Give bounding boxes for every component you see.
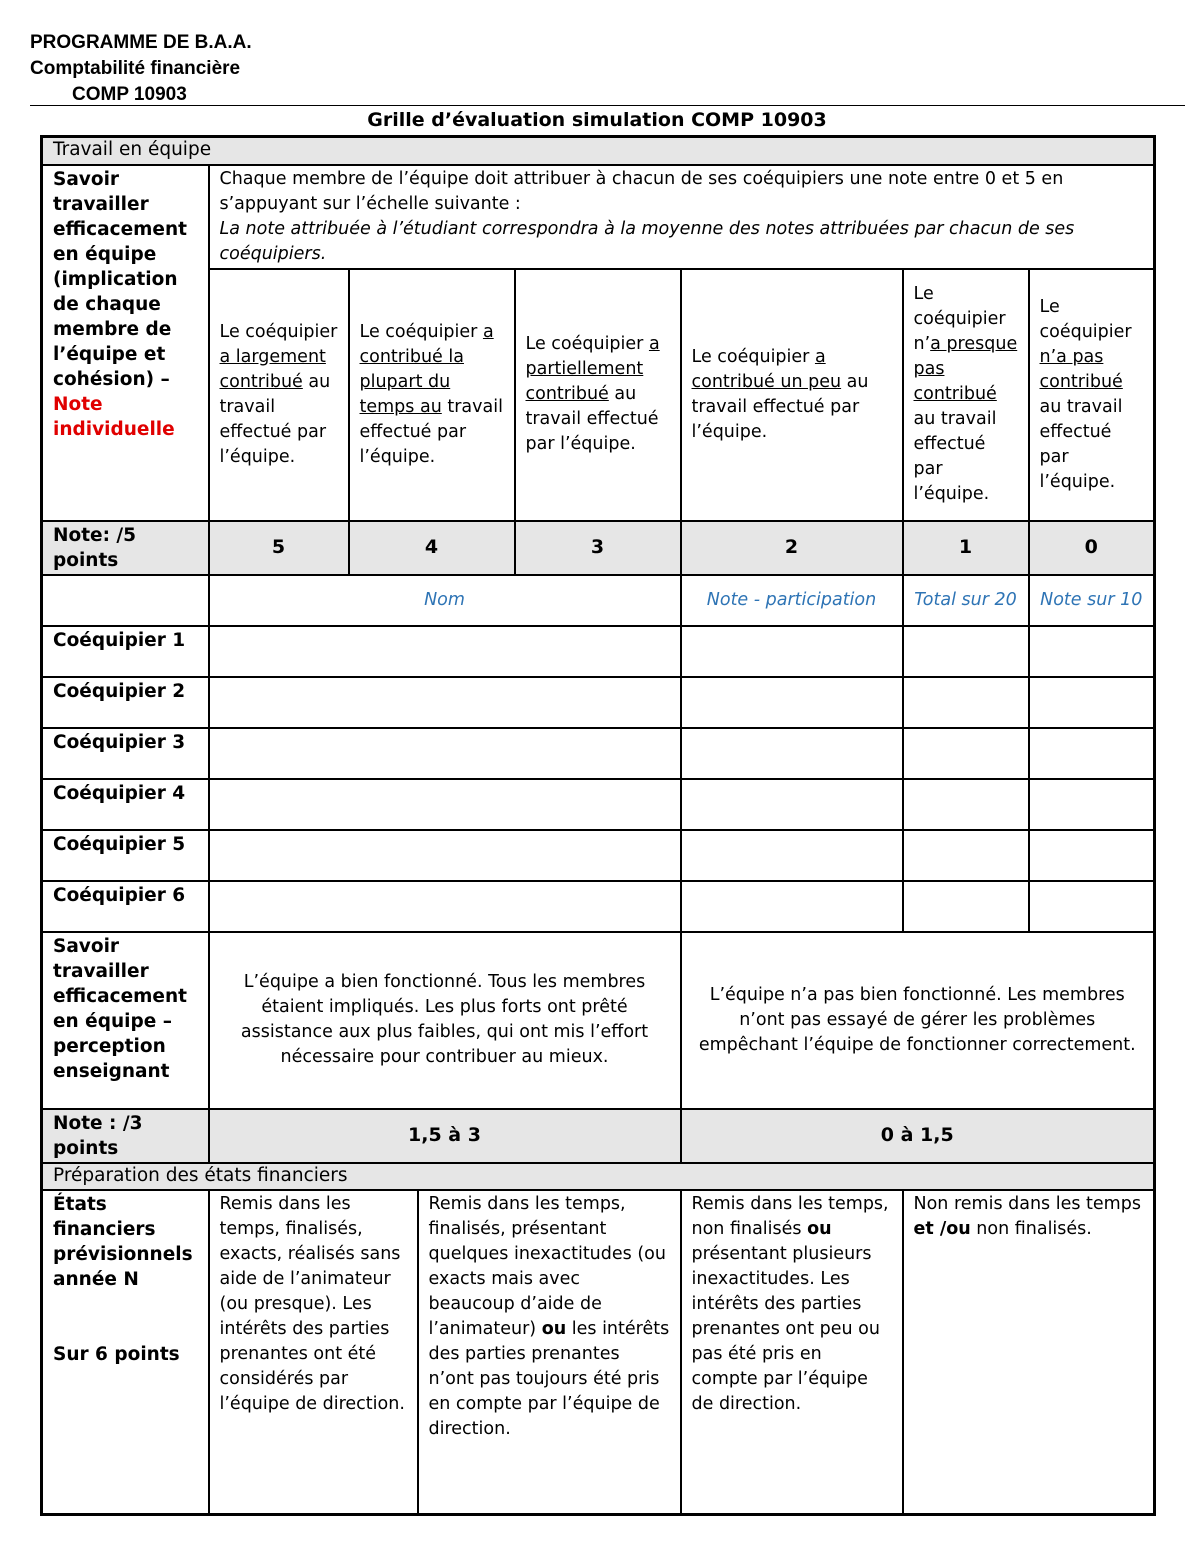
course-code: COMP 10903 xyxy=(72,84,187,105)
participation-cell[interactable] xyxy=(681,830,903,881)
level-3-desc: Le coéquipier a partiellement contribué au travail effectué par l’équipe. xyxy=(515,269,681,521)
page-title: Grille d’évaluation simulation COMP 10903 xyxy=(367,109,827,131)
instructions-italic: La note attribuée à l’étudiant correspondra à la moyenne des notes attribuées par chacun de ses coéquipiers. xyxy=(219,218,1075,264)
evaluation-grid xyxy=(40,135,1156,1516)
financial-level-1: Remis dans les temps, finalisés, exacts, réalisés sans aide de l’animateur (ou presque). Les intérêts des parties prenantes ont été considérés par l’équipe de direction. xyxy=(209,1190,418,1515)
teammate-name-cell[interactable] xyxy=(209,626,681,677)
teacher-score-good: 1,5 à 3 xyxy=(209,1109,681,1163)
teammate-label: Coéquipier 3 xyxy=(42,728,209,779)
teammate-label: Coéquipier 1 xyxy=(42,626,209,677)
financial-label-text: États financiers prévisionnels année N xyxy=(53,1193,193,1290)
program-title: PROGRAMME DE B.A.A. xyxy=(30,32,252,53)
score-0: 0 xyxy=(1029,521,1155,575)
score-5: 5 xyxy=(209,521,349,575)
table-row xyxy=(42,728,1155,779)
participation-cell[interactable] xyxy=(681,728,903,779)
section-heading: Travail en équipe xyxy=(42,137,1155,165)
teammate-label: Coéquipier 2 xyxy=(42,677,209,728)
teammate-name-cell[interactable] xyxy=(209,677,681,728)
score-4: 4 xyxy=(349,521,515,575)
teacher-perception-row xyxy=(42,932,1155,1109)
financial-criterion-label xyxy=(42,1190,209,1515)
note10-column-header: Note sur 10 xyxy=(1029,575,1155,626)
total-cell[interactable] xyxy=(903,881,1029,932)
blank-cell xyxy=(42,575,209,626)
criterion-row xyxy=(42,165,1155,269)
note10-cell[interactable] xyxy=(1029,830,1155,881)
levels-row xyxy=(42,269,1155,521)
teammate-label: Coéquipier 4 xyxy=(42,779,209,830)
note-label: Note: /5 points xyxy=(42,521,209,575)
header-rule xyxy=(30,105,1185,106)
level-5-desc: Le coéquipier a largement contribué au travail effectué par l’équipe. xyxy=(209,269,349,521)
participation-cell[interactable] xyxy=(681,881,903,932)
table-row xyxy=(42,779,1155,830)
note10-cell[interactable] xyxy=(1029,881,1155,932)
instructions xyxy=(209,165,1155,269)
score-1: 1 xyxy=(903,521,1029,575)
teacher-good-desc: L’équipe a bien fonctionné. Tous les membres étaient impliqués. Les plus forts ont prêté assistance aux plus faibles, qui ont mis l’effort nécessaire pour contribuer au mieux. xyxy=(209,932,681,1109)
score-3: 3 xyxy=(515,521,681,575)
teammate-label: Coéquipier 6 xyxy=(42,881,209,932)
financial-criterion-row xyxy=(42,1190,1155,1515)
note10-cell[interactable] xyxy=(1029,728,1155,779)
name-column-header: Nom xyxy=(209,575,681,626)
total-cell[interactable] xyxy=(903,830,1029,881)
teammate-header-row xyxy=(42,575,1155,626)
financial-points: Sur 6 points xyxy=(53,1343,180,1365)
teammate-label: Coéquipier 5 xyxy=(42,830,209,881)
table-row xyxy=(42,881,1155,932)
teacher-score-row xyxy=(42,1109,1155,1163)
level-0-desc: Le coéquipier n’a pas contribué au travail effectué par l’équipe. xyxy=(1029,269,1155,521)
total-cell[interactable] xyxy=(903,677,1029,728)
criterion-text: Savoir travailler efficacement en équipe (implication de chaque membre de l’équipe et cohésion) – xyxy=(53,168,187,390)
table-row xyxy=(42,626,1155,677)
financial-level-3: Remis dans les temps, non finalisés ou présentant plusieurs inexactitudes. Les intérêts des parties prenantes ont peu ou pas été pris en compte par l’équipe de direction. xyxy=(681,1190,903,1515)
participation-cell[interactable] xyxy=(681,779,903,830)
level-4-desc: Le coéquipier a contribué la plupart du temps au travail effectué par l’équipe. xyxy=(349,269,515,521)
note10-cell[interactable] xyxy=(1029,626,1155,677)
teacher-bad-desc: L’équipe n’a pas bien fonctionné. Les membres n’ont pas essayé de gérer les problèmes empêchant l’équipe de fonctionner correctement. xyxy=(681,932,1155,1109)
level-2-desc: Le coéquipier a contribué un peu au travail effectué par l’équipe. xyxy=(681,269,903,521)
level-1-desc: Le coéquipier n’a presque pas contribué au travail effectué par l’équipe. xyxy=(903,269,1029,521)
total-cell[interactable] xyxy=(903,728,1029,779)
teacher-score-bad: 0 à 1,5 xyxy=(681,1109,1155,1163)
teammate-name-cell[interactable] xyxy=(209,830,681,881)
instructions-text: Chaque membre de l’équipe doit attribuer à chacun de ses coéquipiers une note entre 0 et 5 en s’appuyant sur l’échelle suivante : xyxy=(219,168,1064,214)
score-row xyxy=(42,521,1155,575)
criterion-label xyxy=(42,165,209,521)
teammate-name-cell[interactable] xyxy=(209,881,681,932)
teammate-name-cell[interactable] xyxy=(209,779,681,830)
section-financial-header xyxy=(42,1163,1155,1190)
total-cell[interactable] xyxy=(903,626,1029,677)
section-heading: Préparation des états financiers xyxy=(42,1163,1155,1190)
table-row xyxy=(42,830,1155,881)
criterion-note-type: Note individuelle xyxy=(53,393,175,440)
financial-level-4: Non remis dans les temps et /ou non finalisés. xyxy=(903,1190,1155,1515)
teacher-criterion-label: Savoir travailler efficacement en équipe – perception enseignant xyxy=(42,932,209,1109)
table-row xyxy=(42,677,1155,728)
course-name: Comptabilité financière xyxy=(30,58,241,79)
teacher-note-label: Note : /3 points xyxy=(42,1109,209,1163)
total-cell[interactable] xyxy=(903,779,1029,830)
financial-level-2: Remis dans les temps, finalisés, présentant quelques inexactitudes (ou exacts mais avec beaucoup d’aide de l’animateur) ou les intérêts des parties prenantes n’ont pas toujours été pris en compte par l’équipe de direction. xyxy=(418,1190,681,1515)
total-column-header: Total sur 20 xyxy=(903,575,1029,626)
participation-column-header: Note - participation xyxy=(681,575,903,626)
score-2: 2 xyxy=(681,521,903,575)
note10-cell[interactable] xyxy=(1029,677,1155,728)
note10-cell[interactable] xyxy=(1029,779,1155,830)
section-teamwork-header xyxy=(42,137,1155,165)
participation-cell[interactable] xyxy=(681,626,903,677)
participation-cell[interactable] xyxy=(681,677,903,728)
teammate-name-cell[interactable] xyxy=(209,728,681,779)
